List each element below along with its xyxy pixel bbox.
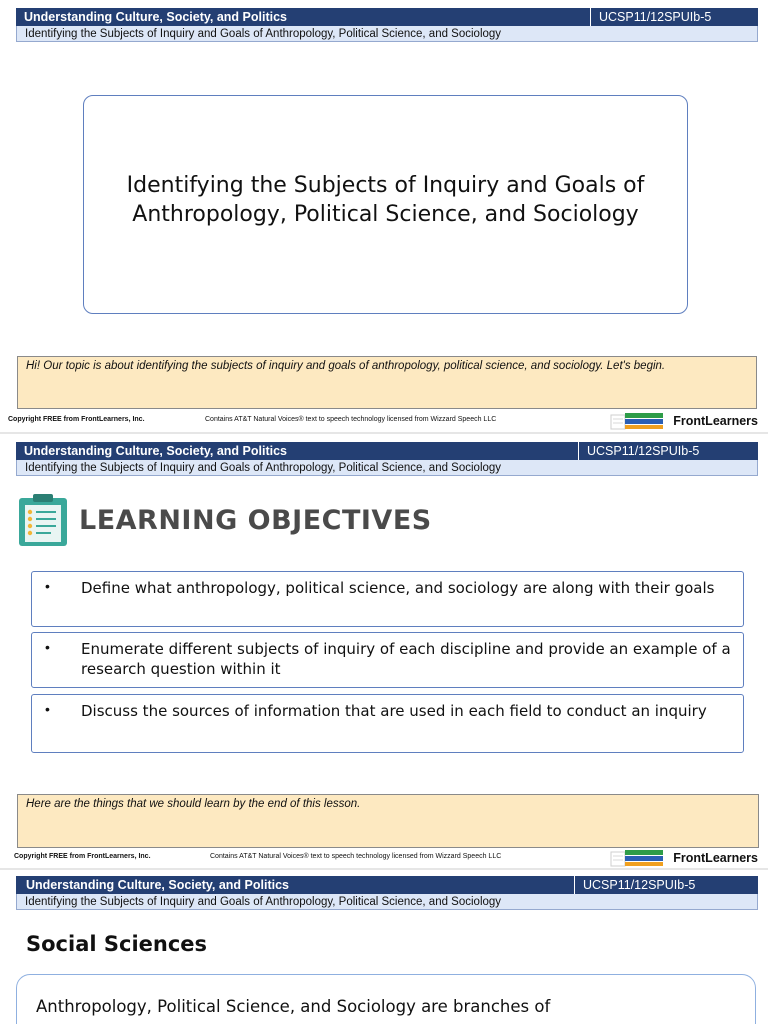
lesson-subtitle: Identifying the Subjects of Inquiry and Goals of Anthropology, Political Science, and Sociology [16, 894, 758, 910]
frontlearners-logo-icon [609, 411, 667, 431]
slide-3 [0, 870, 768, 1024]
frontlearners-logo [609, 848, 758, 868]
voices-credit: Contains AT&T Natural Voices® text to speech technology licensed from Wizzard Speech LLC [205, 416, 497, 423]
narration-note: Here are the things that we should learn by the end of this lesson. [17, 794, 759, 848]
bullet: • [45, 701, 50, 717]
frontlearners-logo [609, 411, 758, 431]
frontlearners-logo-icon [609, 848, 667, 868]
objective-item [31, 632, 744, 688]
course-header [16, 442, 758, 460]
course-header [16, 8, 758, 26]
course-header [16, 876, 758, 894]
copyright-text: Copyright FREE from FrontLearners, Inc. [14, 853, 151, 860]
brand-name: FrontLearners [673, 414, 758, 428]
objectives-heading: LEARNING OBJECTIVES [79, 505, 432, 536]
clipboard-checklist-icon [17, 492, 69, 548]
bullet: • [45, 639, 50, 655]
slide-footer [0, 848, 768, 868]
narration-note: Hi! Our topic is about identifying the subjects of inquiry and goals of anthropology, political science, and sociology. Let's begin. [17, 356, 757, 409]
copyright-text: Copyright FREE from FrontLearners, Inc. [8, 416, 145, 423]
section-heading: Social Sciences [26, 932, 208, 956]
objective-text: Discuss the sources of information that are used in each field to conduct an inquiry [81, 702, 707, 720]
voices-credit: Contains AT&T Natural Voices® text to speech technology licensed from Wizzard Speech LLC [210, 853, 502, 860]
bullet: • [45, 578, 50, 594]
content-text: Anthropology, Political Science, and Sociology are branches of [36, 997, 551, 1016]
slide-2 [0, 434, 768, 868]
objective-item [31, 571, 744, 627]
course-title: Understanding Culture, Society, and Politics [26, 878, 290, 892]
brand-name: FrontLearners [673, 851, 758, 865]
slide-footer [0, 411, 768, 431]
title-card [83, 95, 688, 314]
slide-title: Identifying the Subjects of Inquiry and Goals of Anthropology, Political Science, and Sociology [126, 172, 645, 227]
course-code: UCSP11/12SPUIb-5 [590, 8, 758, 26]
objective-item [31, 694, 744, 753]
lesson-subtitle: Identifying the Subjects of Inquiry and Goals of Anthropology, Political Science, and Sociology [16, 460, 758, 476]
lesson-subtitle: Identifying the Subjects of Inquiry and Goals of Anthropology, Political Science, and Sociology [16, 26, 758, 42]
course-title: Understanding Culture, Society, and Politics [24, 10, 288, 24]
objective-text: Define what anthropology, political science, and sociology are along with their goals [81, 579, 715, 597]
course-code: UCSP11/12SPUIb-5 [574, 876, 758, 894]
course-code: UCSP11/12SPUIb-5 [578, 442, 758, 460]
slide-1 [0, 0, 768, 432]
content-card [16, 974, 756, 1024]
objective-text: Enumerate different subjects of inquiry of each discipline and provide an example of a research question within it [81, 640, 731, 678]
course-title: Understanding Culture, Society, and Politics [24, 444, 288, 458]
